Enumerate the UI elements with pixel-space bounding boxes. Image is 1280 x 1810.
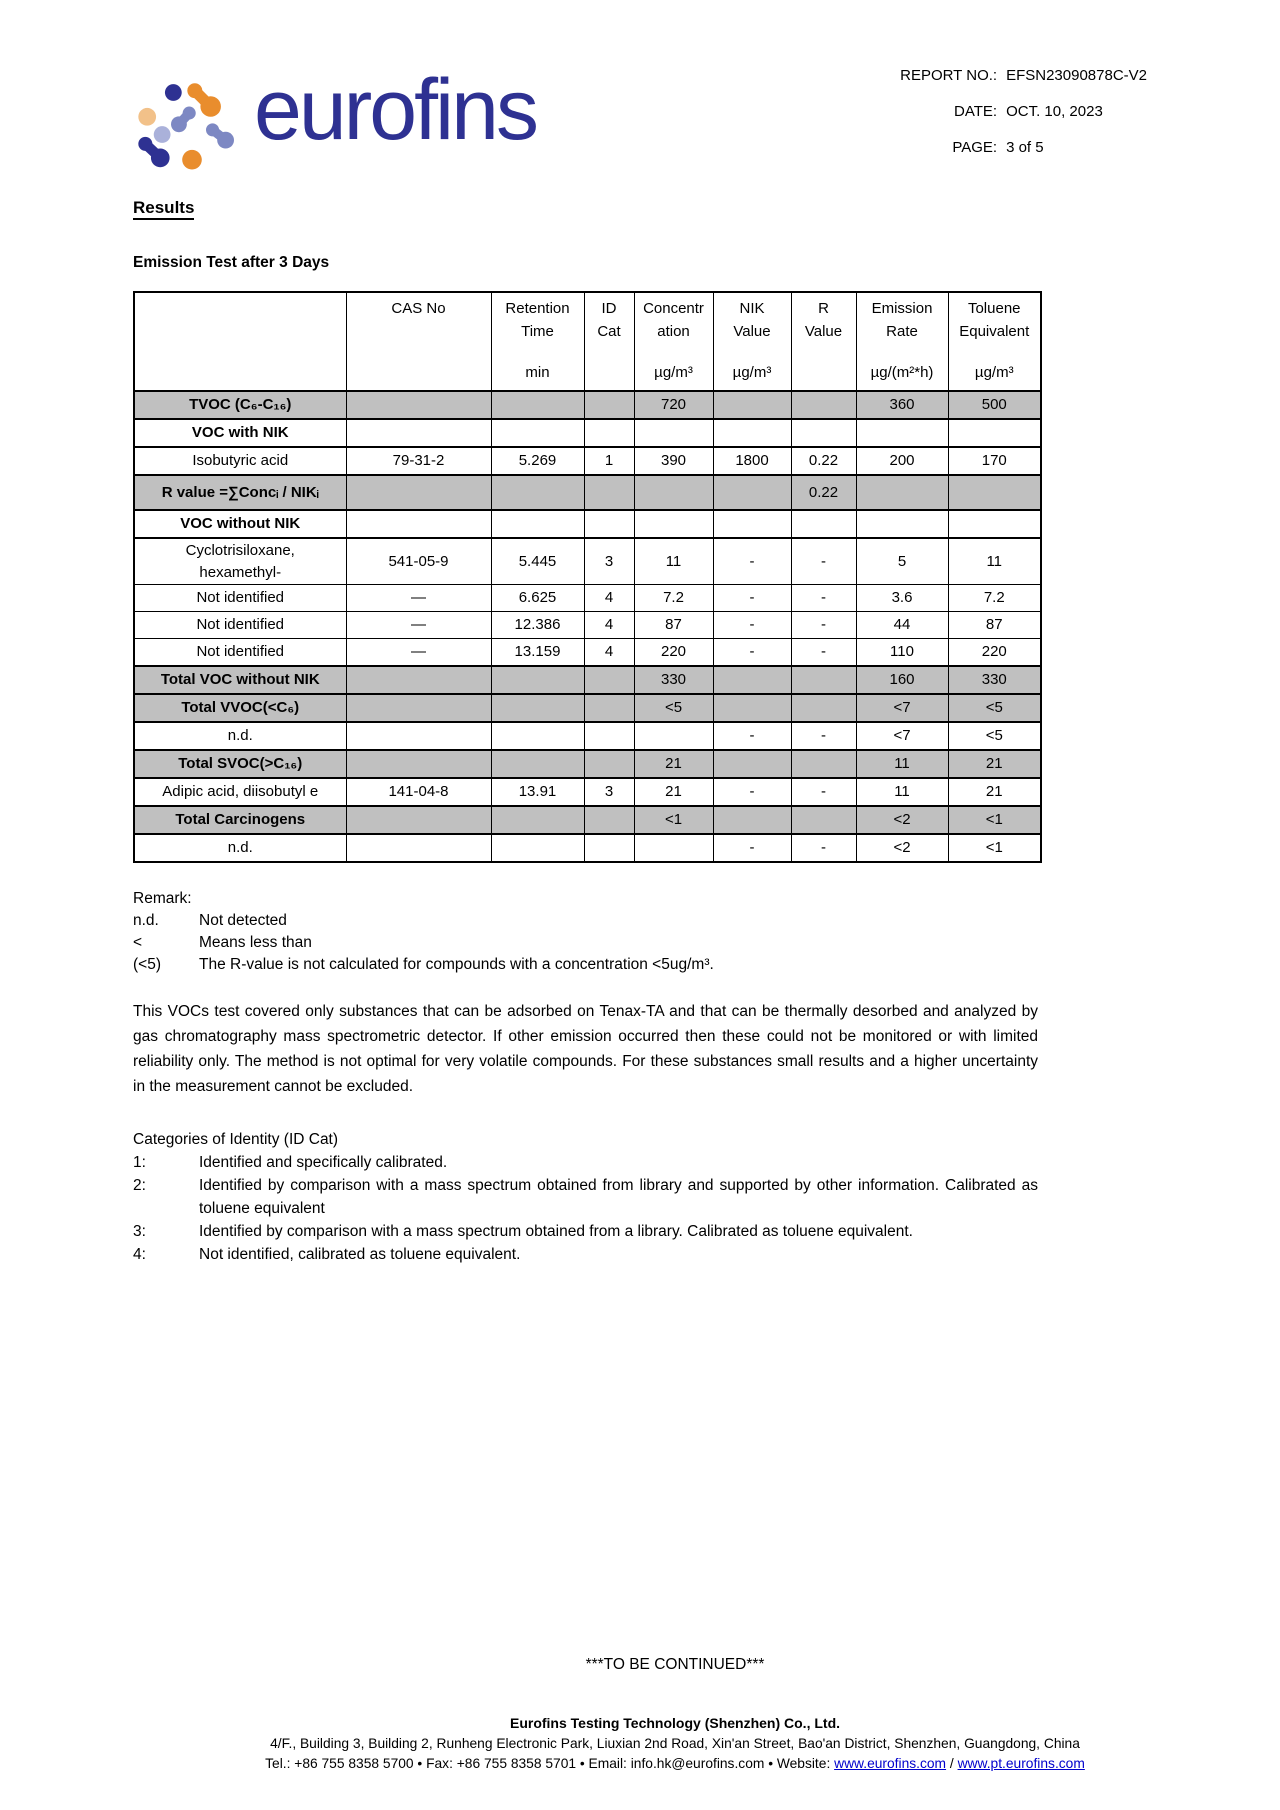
page-label: PAGE:	[952, 139, 998, 156]
value-cell: 1800	[713, 447, 791, 475]
column-header	[791, 292, 856, 391]
value-cell: -	[713, 585, 791, 612]
value-cell: 0.22	[791, 475, 856, 510]
value-cell: 79-31-2	[346, 447, 491, 475]
column-header	[346, 292, 491, 391]
table-row	[134, 475, 1041, 510]
value-cell	[713, 666, 791, 694]
value-cell	[634, 722, 713, 750]
substance-cell: Not identified	[134, 585, 346, 612]
date-label: DATE:	[954, 103, 998, 120]
value-cell: 21	[948, 778, 1041, 806]
value-cell: -	[713, 722, 791, 750]
remark-term: <	[133, 934, 143, 951]
to-be-continued: ***TO BE CONTINUED***	[585, 1656, 765, 1673]
column-header-line: NIK	[739, 300, 765, 317]
value-cell	[713, 510, 791, 538]
value-cell: -	[713, 778, 791, 806]
column-header-line: Retention	[505, 300, 570, 317]
value-cell	[948, 475, 1041, 510]
value-cell	[491, 694, 584, 722]
results-heading: Results	[133, 198, 1038, 218]
value-cell: 7.2	[634, 585, 713, 612]
category-text: Identified by comparison with a mass spectrum obtained from a library. Calibrated as toluene equivalent.	[199, 1223, 913, 1240]
value-cell: 3	[584, 538, 634, 585]
value-cell: <5	[948, 694, 1041, 722]
value-cell: 12.386	[491, 612, 584, 639]
value-cell: 500	[948, 391, 1041, 419]
footer-address: 4/F., Building 3, Building 2, Runheng Electronic Park, Liuxian 2nd Road, Xin'an Street, Bao'an District, Shenzhen, Guangdong, China	[270, 1736, 1080, 1751]
substance-cell: n.d.	[134, 722, 346, 750]
value-cell: 13.159	[491, 639, 584, 667]
substance-cell: Total VVOC(<C₆)	[134, 694, 346, 722]
value-cell	[491, 419, 584, 447]
value-cell: <5	[634, 694, 713, 722]
substance-cell: Isobutyric acid	[134, 447, 346, 475]
column-header-line: Concentr	[643, 300, 704, 317]
value-cell	[584, 391, 634, 419]
value-cell	[856, 475, 948, 510]
category-number: 1:	[133, 1154, 146, 1171]
remark-item	[133, 910, 1038, 932]
value-cell	[584, 806, 634, 834]
value-cell: <1	[948, 834, 1041, 862]
categories-section	[133, 1128, 1038, 1266]
remark-definition: Not detected	[199, 912, 287, 929]
column-header	[634, 292, 713, 391]
column-header	[856, 292, 948, 391]
column-header-line: Rate	[886, 323, 918, 340]
value-cell: 44	[856, 612, 948, 639]
value-cell	[713, 475, 791, 510]
value-cell: 220	[634, 639, 713, 667]
value-cell	[634, 475, 713, 510]
website-link-1[interactable]: www.eurofins.com	[834, 1756, 947, 1771]
footer	[70, 1656, 1280, 1771]
column-header-line: Equivalent	[959, 323, 1030, 340]
value-cell	[346, 694, 491, 722]
value-cell: 5	[856, 538, 948, 585]
value-cell: 390	[634, 447, 713, 475]
categories-title: Categories of Identity (ID Cat)	[133, 1131, 339, 1148]
column-header-line: Time	[521, 323, 554, 340]
column-header-line: Cat	[597, 323, 621, 340]
emission-results-table	[133, 291, 1042, 863]
category-item	[133, 1174, 1038, 1220]
column-unit: µg/(m²*h)	[870, 364, 934, 381]
value-cell: <2	[856, 834, 948, 862]
value-cell	[491, 722, 584, 750]
eurofins-logo	[136, 55, 536, 175]
logo-dots-icon	[136, 81, 248, 175]
column-unit: µg/m³	[732, 364, 772, 381]
remark-item	[133, 954, 1038, 976]
value-cell	[346, 722, 491, 750]
column-header	[584, 292, 634, 391]
value-cell	[634, 419, 713, 447]
report-info	[900, 68, 1147, 156]
substance-cell: Total SVOC(>C₁₆)	[134, 750, 346, 778]
value-cell	[346, 806, 491, 834]
table-row	[134, 391, 1041, 419]
remark-title: Remark:	[133, 890, 192, 907]
value-cell: 3.6	[856, 585, 948, 612]
value-cell	[584, 722, 634, 750]
column-unit: µg/m³	[974, 364, 1014, 381]
substance-cell: Total Carcinogens	[134, 806, 346, 834]
value-cell	[491, 510, 584, 538]
value-cell	[584, 510, 634, 538]
value-cell	[491, 750, 584, 778]
table-row	[134, 510, 1041, 538]
value-cell	[346, 834, 491, 862]
value-cell	[491, 834, 584, 862]
value-cell	[791, 510, 856, 538]
value-cell: 11	[856, 750, 948, 778]
value-cell: 4	[584, 585, 634, 612]
value-cell: -	[791, 612, 856, 639]
column-header-line: Value	[733, 323, 771, 340]
table-row	[134, 585, 1041, 612]
value-cell: 11	[634, 538, 713, 585]
table-row	[134, 639, 1041, 667]
substance-cell: Not identified	[134, 639, 346, 667]
value-cell: -	[791, 778, 856, 806]
value-cell	[713, 391, 791, 419]
table-row	[134, 806, 1041, 834]
category-text: Identified and specifically calibrated.	[199, 1154, 448, 1171]
category-item	[133, 1243, 1038, 1266]
column-header-line: R	[818, 300, 829, 317]
footer-contact	[70, 1756, 1280, 1771]
column-header-line: CAS No	[391, 300, 446, 317]
value-cell: 360	[856, 391, 948, 419]
value-cell: -	[713, 834, 791, 862]
value-cell	[584, 694, 634, 722]
value-cell: 220	[948, 639, 1041, 667]
category-number: 4:	[133, 1246, 146, 1263]
value-cell: <5	[948, 722, 1041, 750]
column-header	[713, 292, 791, 391]
report-no-value: EFSN23090878C-V2	[1006, 67, 1147, 84]
value-cell	[584, 419, 634, 447]
value-cell	[346, 666, 491, 694]
logo-text: eurofins	[254, 62, 536, 158]
value-cell	[791, 391, 856, 419]
value-cell: 5.445	[491, 538, 584, 585]
value-cell: 110	[856, 639, 948, 667]
substance-cell: Cyclotrisiloxane, hexamethyl-	[134, 538, 346, 585]
value-cell	[584, 750, 634, 778]
value-cell	[584, 834, 634, 862]
value-cell: <2	[856, 806, 948, 834]
value-cell: —	[346, 585, 491, 612]
table-row	[134, 750, 1041, 778]
page-value: 3 of 5	[1006, 139, 1044, 156]
substance-cell: Total VOC without NIK	[134, 666, 346, 694]
value-cell	[346, 391, 491, 419]
substance-cell: VOC with NIK	[134, 419, 346, 447]
voc-note-paragraph: This VOCs test covered only substances that can be adsorbed on Tenax-TA and that can be thermally desorbed and analyzed by gas chromatography mass spectrometric detector. If other emission occurred then these could not be monitored or with limited reliability only. The method is not optimal for very volatile compounds. For these substances small results and a higher uncertainty in the measurement cannot be excluded.	[133, 1003, 1038, 1095]
footer-contact-text: Tel.: +86 755 8358 5700 • Fax: +86 755 8358 5701 • Email: info.hk@eurofins.com • Website:	[265, 1756, 835, 1771]
value-cell: —	[346, 612, 491, 639]
value-cell: 21	[634, 750, 713, 778]
remark-section	[133, 888, 1038, 976]
value-cell	[948, 510, 1041, 538]
value-cell: <1	[634, 806, 713, 834]
value-cell: <7	[856, 722, 948, 750]
value-cell	[346, 419, 491, 447]
remark-term: (<5)	[133, 956, 161, 973]
table-row	[134, 419, 1041, 447]
value-cell: 7.2	[948, 585, 1041, 612]
footer-company: Eurofins Testing Technology (Shenzhen) Co., Ltd.	[509, 1715, 841, 1731]
value-cell: 160	[856, 666, 948, 694]
value-cell	[491, 666, 584, 694]
value-cell	[713, 694, 791, 722]
value-cell: -	[713, 538, 791, 585]
value-cell	[791, 694, 856, 722]
column-unit: min	[525, 364, 550, 381]
value-cell	[856, 419, 948, 447]
table-row	[134, 538, 1041, 585]
value-cell: -	[791, 639, 856, 667]
value-cell: 13.91	[491, 778, 584, 806]
value-cell	[634, 834, 713, 862]
substance-cell: R value =∑Concᵢ / NIKᵢ	[134, 475, 346, 510]
value-cell: 11	[856, 778, 948, 806]
column-header	[134, 292, 346, 391]
category-item	[133, 1220, 1038, 1243]
table-row	[134, 778, 1041, 806]
main-content	[133, 198, 1038, 1266]
value-cell: -	[713, 612, 791, 639]
column-header-line: Emission	[871, 300, 933, 317]
value-cell: 541-05-9	[346, 538, 491, 585]
value-cell: -	[791, 834, 856, 862]
value-cell: -	[791, 538, 856, 585]
table-row	[134, 447, 1041, 475]
column-unit: µg/m³	[654, 364, 693, 381]
value-cell: <7	[856, 694, 948, 722]
value-cell	[584, 666, 634, 694]
substance-cell: VOC without NIK	[134, 510, 346, 538]
table-row	[134, 834, 1041, 862]
column-header-line: ID	[601, 300, 617, 317]
category-text: Not identified, calibrated as toluene equivalent.	[199, 1246, 521, 1263]
footer-link-separator: /	[946, 1756, 958, 1771]
value-cell: -	[713, 639, 791, 667]
value-cell: 3	[584, 778, 634, 806]
column-header	[491, 292, 584, 391]
column-header-line: ation	[657, 323, 690, 340]
table-row	[134, 666, 1041, 694]
value-cell	[346, 750, 491, 778]
value-cell: 720	[634, 391, 713, 419]
value-cell	[346, 510, 491, 538]
value-cell: 0.22	[791, 447, 856, 475]
column-header	[948, 292, 1041, 391]
remark-item	[133, 932, 1038, 954]
value-cell: 5.269	[491, 447, 584, 475]
value-cell: 87	[634, 612, 713, 639]
value-cell	[491, 806, 584, 834]
value-cell: <1	[948, 806, 1041, 834]
value-cell	[634, 510, 713, 538]
report-no-label: REPORT NO.:	[900, 67, 998, 84]
category-text: Identified by comparison with a mass spectrum obtained from library and supported by other information. Calibrated as toluene equivalent	[199, 1177, 1038, 1217]
category-number: 2:	[133, 1177, 146, 1194]
remark-definition: The R-value is not calculated for compounds with a concentration <5ug/m³.	[199, 956, 714, 973]
website-link-2[interactable]: www.pt.eurofins.com	[957, 1756, 1085, 1771]
value-cell: 141-04-8	[346, 778, 491, 806]
date-value: OCT. 10, 2023	[1006, 103, 1103, 120]
table-header	[134, 292, 1041, 391]
value-cell	[713, 419, 791, 447]
value-cell: 87	[948, 612, 1041, 639]
value-cell	[791, 666, 856, 694]
value-cell	[346, 475, 491, 510]
value-cell: 6.625	[491, 585, 584, 612]
value-cell: —	[346, 639, 491, 667]
table-row	[134, 694, 1041, 722]
category-item	[133, 1151, 1038, 1174]
value-cell	[856, 510, 948, 538]
value-cell	[491, 475, 584, 510]
value-cell: 21	[634, 778, 713, 806]
value-cell: 330	[948, 666, 1041, 694]
substance-cell: n.d.	[134, 834, 346, 862]
value-cell	[584, 475, 634, 510]
value-cell: -	[791, 585, 856, 612]
value-cell: 11	[948, 538, 1041, 585]
value-cell	[713, 750, 791, 778]
remark-definition: Means less than	[199, 934, 312, 951]
value-cell: 330	[634, 666, 713, 694]
value-cell: 21	[948, 750, 1041, 778]
value-cell: 4	[584, 612, 634, 639]
category-number: 3:	[133, 1223, 146, 1240]
value-cell: 4	[584, 639, 634, 667]
substance-cell: Not identified	[134, 612, 346, 639]
substance-cell: Adipic acid, diisobutyl e	[134, 778, 346, 806]
value-cell	[791, 419, 856, 447]
value-cell: 1	[584, 447, 634, 475]
value-cell: 170	[948, 447, 1041, 475]
column-header-line: Toluene	[967, 300, 1021, 317]
value-cell	[948, 419, 1041, 447]
emission-test-subtitle: Emission Test after 3 Days	[133, 254, 330, 271]
value-cell	[791, 806, 856, 834]
remark-term: n.d.	[133, 912, 159, 929]
value-cell	[713, 806, 791, 834]
value-cell	[491, 391, 584, 419]
column-header-line: Value	[804, 323, 843, 340]
value-cell: -	[791, 722, 856, 750]
table-row	[134, 722, 1041, 750]
value-cell	[791, 750, 856, 778]
table-row	[134, 612, 1041, 639]
substance-cell: TVOC (C₆-C₁₆)	[134, 391, 346, 419]
value-cell: 200	[856, 447, 948, 475]
